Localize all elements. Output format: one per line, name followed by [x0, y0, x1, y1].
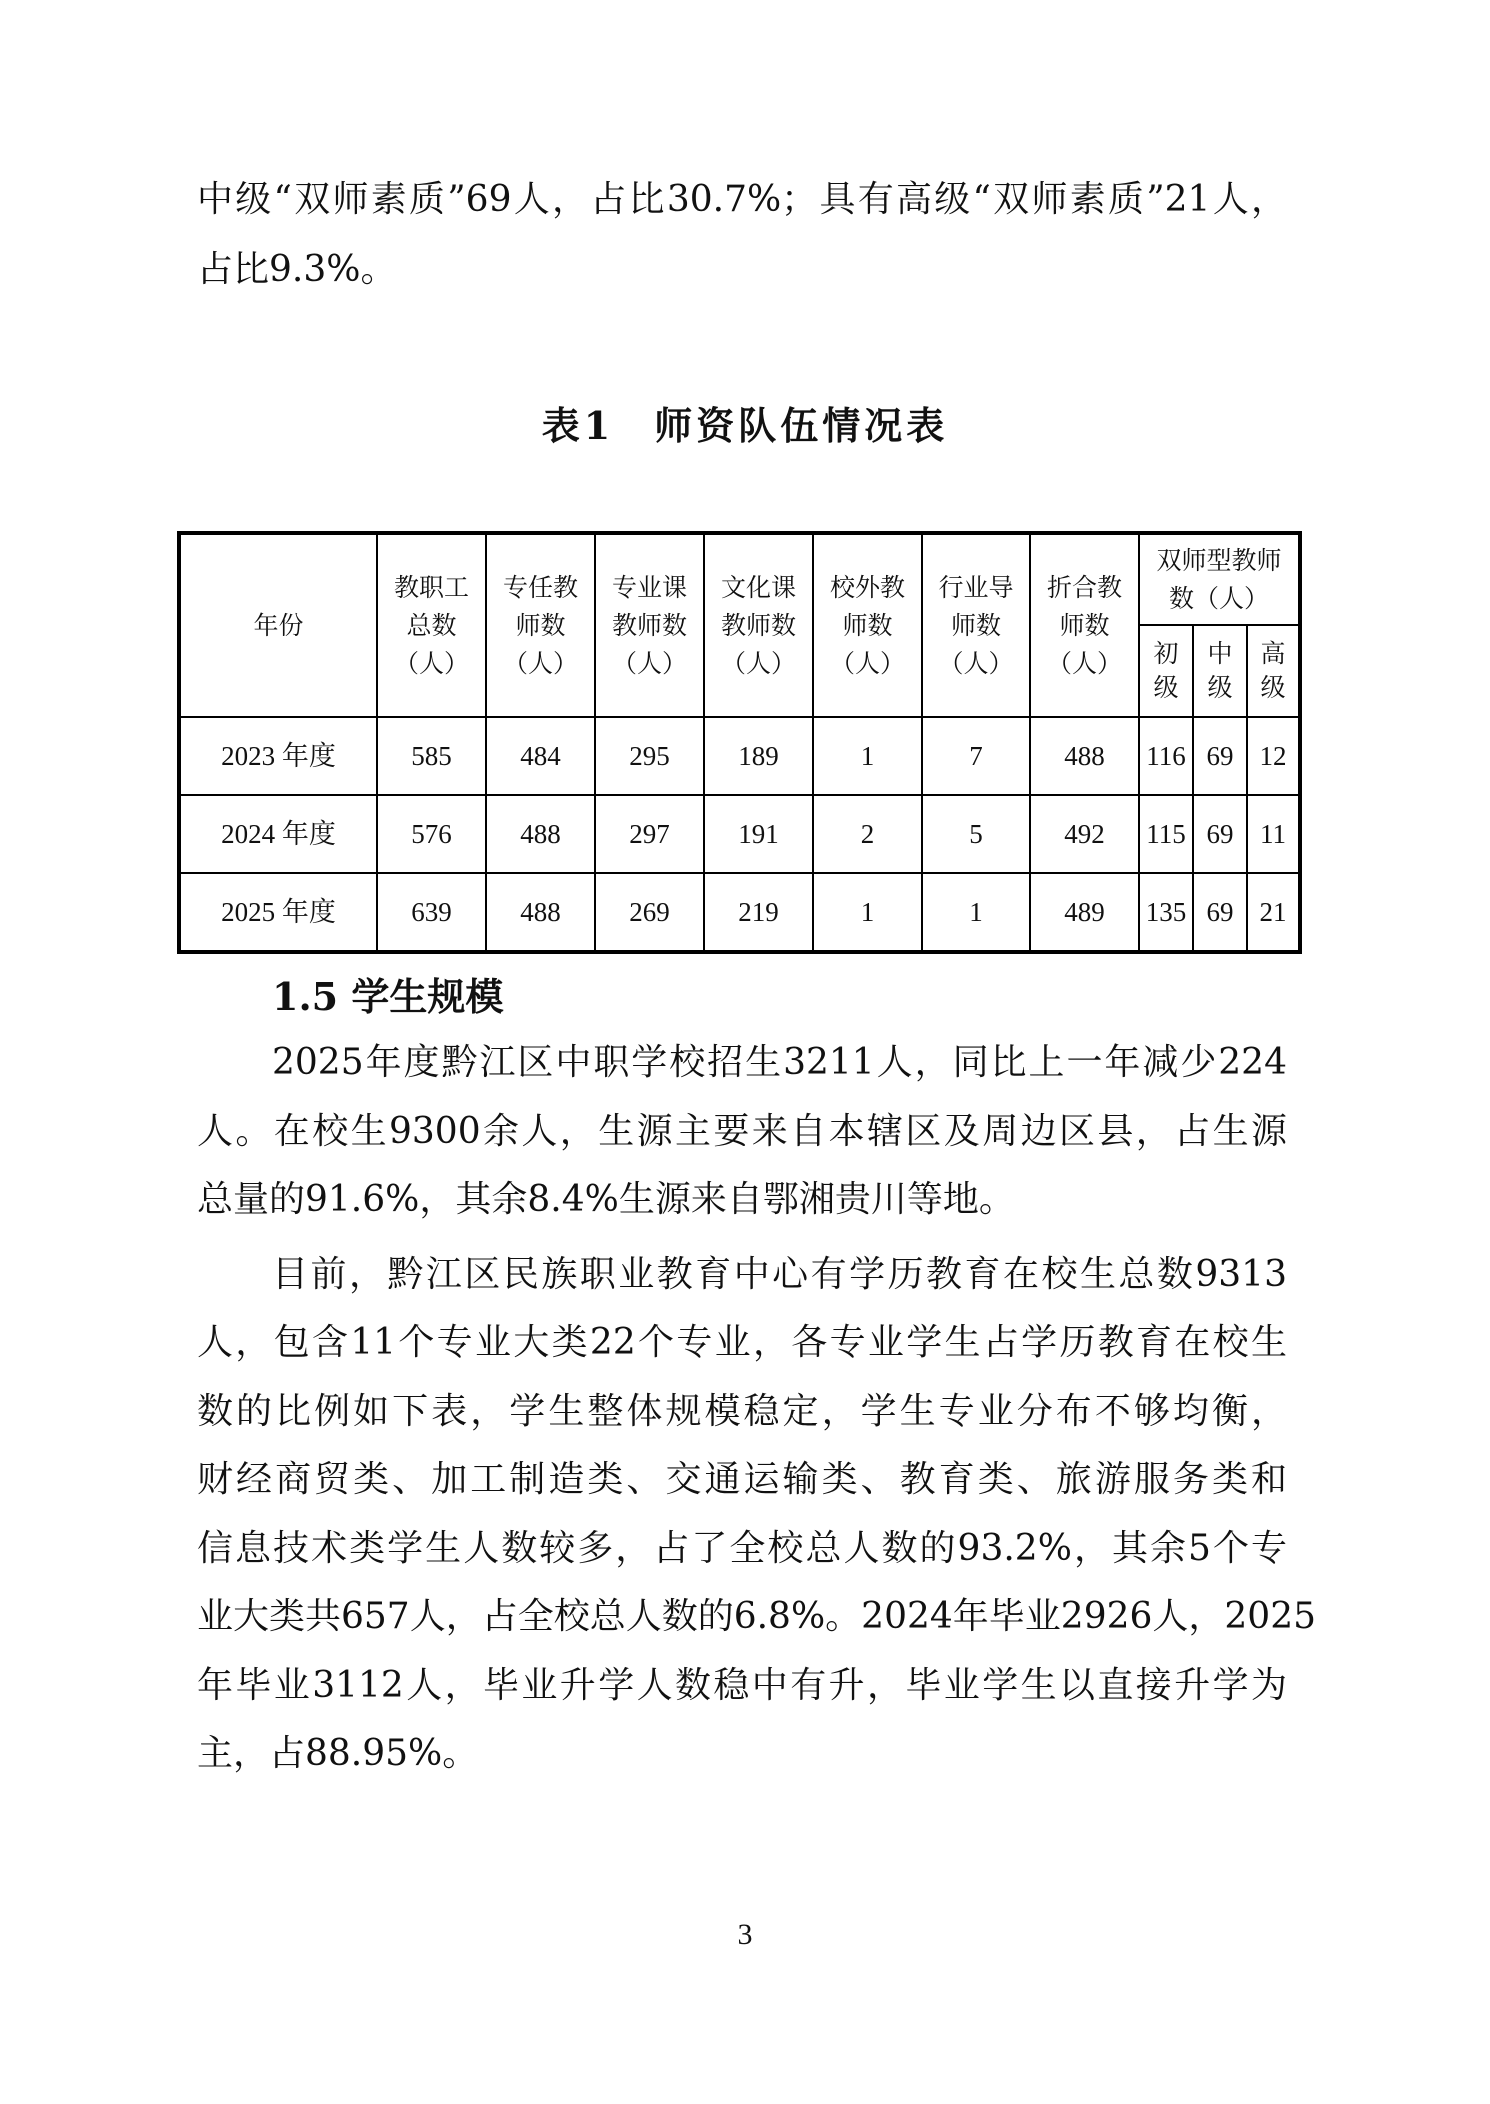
paragraph2-line-1: 目前，黔江区民族职业教育中心有学历教育在校生总数9313 — [272, 1254, 1287, 1295]
cell-external-teachers: 1 — [813, 717, 922, 795]
paragraph1-line-2: 人。在校生9300余人，生源主要来自本辖区及周边区县，占生源 — [197, 1111, 1287, 1152]
cell-dual-middle: 69 — [1193, 873, 1247, 952]
paragraph2-line-3: 数的比例如下表，学生整体规模稳定，学生专业分布不够均衡， — [197, 1391, 1287, 1432]
cell-dual-senior: 21 — [1247, 873, 1300, 952]
section-heading: 1.5 学生规模 — [272, 974, 504, 1019]
cell-culture-course-teachers: 189 — [704, 717, 813, 795]
intro-line-2: 占比9.3%。 — [197, 249, 397, 290]
cell-major-course-teachers: 269 — [595, 873, 704, 952]
header-dual-qualified: 双师型教师 数（人） — [1139, 533, 1300, 625]
header-major-course-teachers: 专业课 教师数 （人） — [595, 533, 704, 717]
table-row — [179, 795, 1300, 873]
cell-year: 2024 年度 — [179, 795, 377, 873]
paragraph2-line-7: 年毕业3112人，毕业升学人数稳中有升，毕业学生以直接升学为 — [197, 1665, 1287, 1706]
cell-industry-mentors: 1 — [922, 873, 1030, 952]
cell-total-staff: 576 — [377, 795, 486, 873]
header-culture-course-teachers: 文化课 教师数 （人） — [704, 533, 813, 717]
paragraph1-line-3: 总量的91.6%，其余8.4%生源来自鄂湘贵川等地。 — [197, 1179, 1015, 1220]
header-fulltime-teachers: 专任教 师数 （人） — [486, 533, 595, 717]
paragraph2-line-2: 人，包含11个专业大类22个专业，各专业学生占学历教育在校生 — [197, 1322, 1287, 1363]
cell-equivalent-teachers: 492 — [1030, 795, 1139, 873]
cell-external-teachers: 2 — [813, 795, 922, 873]
cell-fulltime-teachers: 484 — [486, 717, 595, 795]
cell-fulltime-teachers: 488 — [486, 873, 595, 952]
cell-dual-junior: 116 — [1139, 717, 1193, 795]
header-dual-middle: 中 级 — [1193, 625, 1247, 717]
table-row — [179, 717, 1300, 795]
cell-total-staff: 585 — [377, 717, 486, 795]
cell-culture-course-teachers: 219 — [704, 873, 813, 952]
table-row — [179, 873, 1300, 952]
page-number: 3 — [737, 1918, 753, 1951]
cell-industry-mentors: 7 — [922, 717, 1030, 795]
cell-dual-junior: 115 — [1139, 795, 1193, 873]
cell-year: 2025 年度 — [179, 873, 377, 952]
header-industry-mentors: 行业导 师数 （人） — [922, 533, 1030, 717]
table-header-row — [179, 533, 1300, 625]
cell-dual-junior: 135 — [1139, 873, 1193, 952]
cell-fulltime-teachers: 488 — [486, 795, 595, 873]
cell-total-staff: 639 — [377, 873, 486, 952]
cell-external-teachers: 1 — [813, 873, 922, 952]
header-equivalent-teachers: 折合教 师数 （人） — [1030, 533, 1139, 717]
cell-year: 2023 年度 — [179, 717, 377, 795]
cell-equivalent-teachers: 488 — [1030, 717, 1139, 795]
faculty-table — [177, 531, 1302, 954]
intro-line-1: 中级“双师素质”69人，占比30.7%；具有高级“双师素质”21人， — [197, 179, 1287, 220]
table-title-number: 表1 — [541, 403, 615, 448]
cell-industry-mentors: 5 — [922, 795, 1030, 873]
paragraph2-line-6: 业大类共657人，占全校总人数的6.8%。2024年毕业2926人，2025 — [197, 1596, 1317, 1637]
cell-major-course-teachers: 295 — [595, 717, 704, 795]
cell-dual-middle: 69 — [1193, 717, 1247, 795]
cell-dual-senior: 11 — [1247, 795, 1300, 873]
header-external-teachers: 校外教 师数 （人） — [813, 533, 922, 717]
paragraph2-line-8: 主，占88.95%。 — [197, 1733, 479, 1774]
paragraph1-line-1: 2025年度黔江区中职学校招生3211人，同比上一年减少224 — [272, 1042, 1287, 1083]
cell-major-course-teachers: 297 — [595, 795, 704, 873]
header-dual-senior: 高 级 — [1247, 625, 1300, 717]
table-title-text: 师资队伍情况表 — [654, 403, 949, 448]
cell-culture-course-teachers: 191 — [704, 795, 813, 873]
paragraph2-line-5: 信息技术类学生人数较多，占了全校总人数的93.2%，其余5个专 — [197, 1528, 1287, 1569]
header-dual-junior: 初 级 — [1139, 625, 1193, 717]
paragraph2-line-4: 财经商贸类、加工制造类、交通运输类、教育类、旅游服务类和 — [197, 1459, 1287, 1500]
cell-dual-middle: 69 — [1193, 795, 1247, 873]
table-title — [0, 395, 1490, 450]
header-total-staff: 教职工 总数 （人） — [377, 533, 486, 717]
cell-equivalent-teachers: 489 — [1030, 873, 1139, 952]
header-year: 年份 — [179, 533, 377, 717]
cell-dual-senior: 12 — [1247, 717, 1300, 795]
